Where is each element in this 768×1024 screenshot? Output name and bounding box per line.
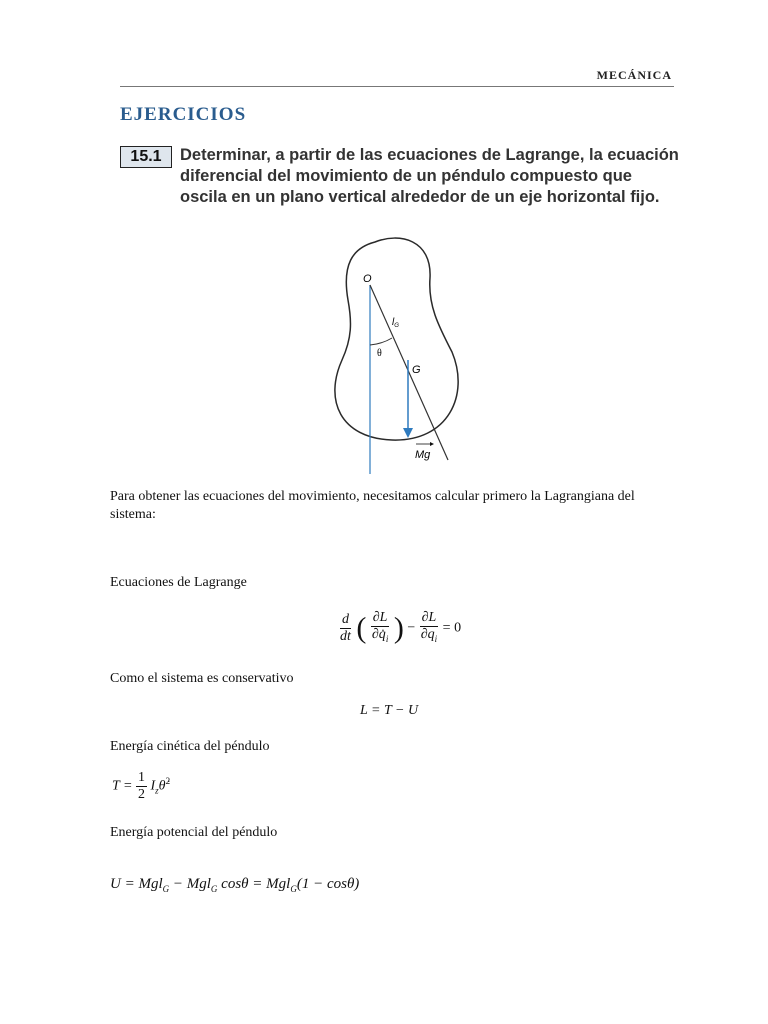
exercise-number: 15.1 bbox=[120, 146, 172, 168]
kinetic-heading: Energía cinética del péndulo bbox=[110, 739, 270, 754]
label-Mg: Mg bbox=[415, 449, 431, 461]
kinetic-equation: T = $\frac{1}{2}$ $I_z\thetȧ^2$ bbox=[112, 770, 171, 802]
header-rule bbox=[120, 86, 674, 87]
label-theta: θ bbox=[377, 348, 382, 359]
label-G: G bbox=[412, 364, 421, 376]
label-O: O bbox=[363, 273, 372, 285]
label-Mg-vector-tip bbox=[430, 442, 434, 446]
label-lG: $l_G$ bbox=[392, 317, 399, 329]
lagrange-equation: $\frac{d}{dt}$ ( $\frac{\partial L}{\partial q̇_i}$ ) − $\frac{\partial L}{\partial q_i}$ = 0 bbox=[340, 610, 462, 645]
running-header: MECÁNICA bbox=[596, 68, 672, 82]
lagrange-heading: Ecuaciones de Lagrange bbox=[110, 575, 247, 590]
section-title: EJERCICIOS bbox=[120, 104, 247, 125]
pendulum-figure bbox=[320, 230, 470, 480]
weight-vector-arrowhead bbox=[403, 428, 413, 438]
theta-arc bbox=[370, 338, 392, 345]
conservative-text: Como el sistema es conservativo bbox=[110, 671, 294, 686]
intro-paragraph: Para obtener las ecuaciones del movimiento, necesitamos calcular primero la Lagrangiana del sistema: bbox=[110, 489, 635, 522]
exercise-statement: Determinar, a partir de las ecuaciones de Lagrange, la ecuación diferencial del movimiento de un péndulo compuesto que oscila en un plano vertical alrededor de un eje horizontal fijo. bbox=[180, 146, 679, 206]
potential-equation: U = Mgl$_G$ − Mgl$_G$ cosθ = Mgl$_G$(1 − cosθ) bbox=[110, 876, 360, 894]
pendulum-body-outline bbox=[335, 238, 458, 440]
potential-heading: Energía potencial del péndulo bbox=[110, 825, 278, 840]
lagrangian-equation: L = T − U bbox=[360, 703, 419, 718]
